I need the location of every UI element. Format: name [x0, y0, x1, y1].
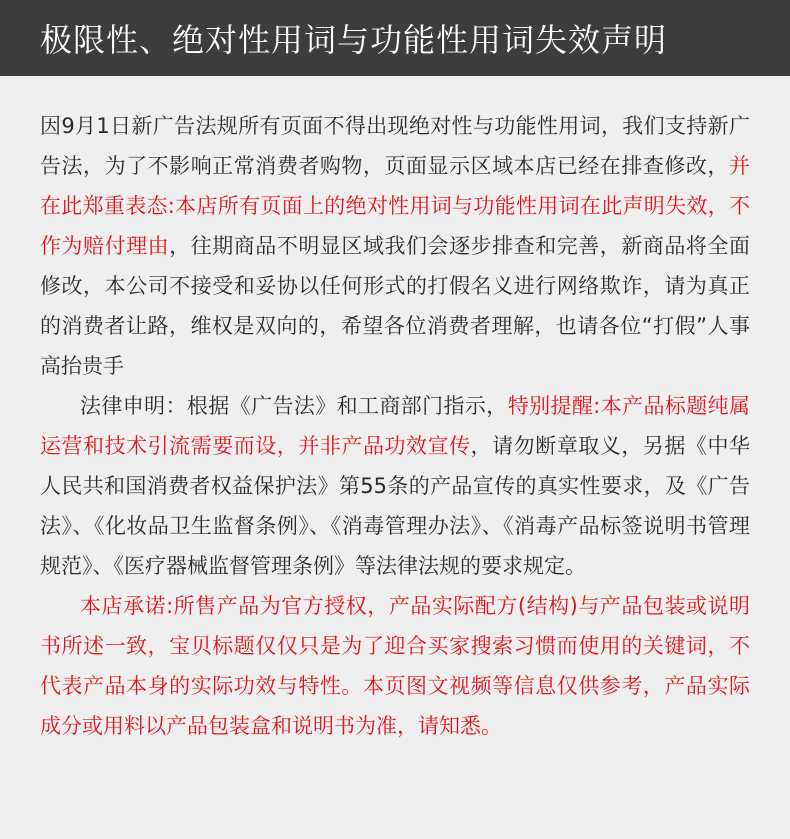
paragraph-ad-law-highlight: 并在此郑重表态:本店所有页面上的绝对性用词与功能性用词在此声明失效，不作为赔付理由	[40, 154, 750, 258]
paragraph-ad-law	[40, 106, 750, 386]
paragraph-legal-notice	[40, 386, 750, 586]
paragraph-store-promise: 本店承诺:所售产品为官方授权，产品实际配方(结构)与产品包装或说明书所述一致，宝贝标题仅仅只是为了迎合买家搜索习惯而使用的关键词，不代表产品本身的实际功效与特性。本页图文视频等信息仅供参考，产品实际成分或用料以产品包装盒和说明书为准，请知悉。	[40, 594, 750, 738]
page-title: 极限性、绝对性用词与功能性用词失效声明	[40, 21, 668, 59]
statement-body	[0, 76, 790, 746]
paragraph-legal-notice-text: 法律申明：根据《广告法》和工商部门指示，	[80, 394, 508, 418]
paragraph-ad-law-text-continued: ，往期商品不明显区域我们会逐步排查和完善，新商品将全面修改，本公司不接受和妥协以任何形式的打假名义进行网络欺诈，请为真正的消费者让路，维权是双向的，希望各位消费者理解，也请各位“打假”人事高抬贵手	[40, 234, 750, 378]
header-bar	[0, 0, 790, 76]
paragraph-legal-notice-text-continued: ，请勿断章取义，另据《中华人民共和国消费者权益保护法》第55条的产品宣传的真实性要求，及《广告法》、《化妆品卫生监督条例》、《消毒管理办法》、《消毒产品标签说明书管理规范》、《医疗器械监督管理条例》等法律法规的要求规定。	[40, 434, 750, 578]
paragraph-legal-notice-highlight: 特别提醒:本产品标题纯属运营和技术引流需要而设，并非产品功效宣传	[40, 394, 751, 458]
paragraph-ad-law-text: 因9月1日新广告法规所有页面不得出现绝对性与功能性用词，我们支持新广告法，为了不影响正常消费者购物，页面显示区域本店已经在排查修改，	[40, 114, 750, 178]
